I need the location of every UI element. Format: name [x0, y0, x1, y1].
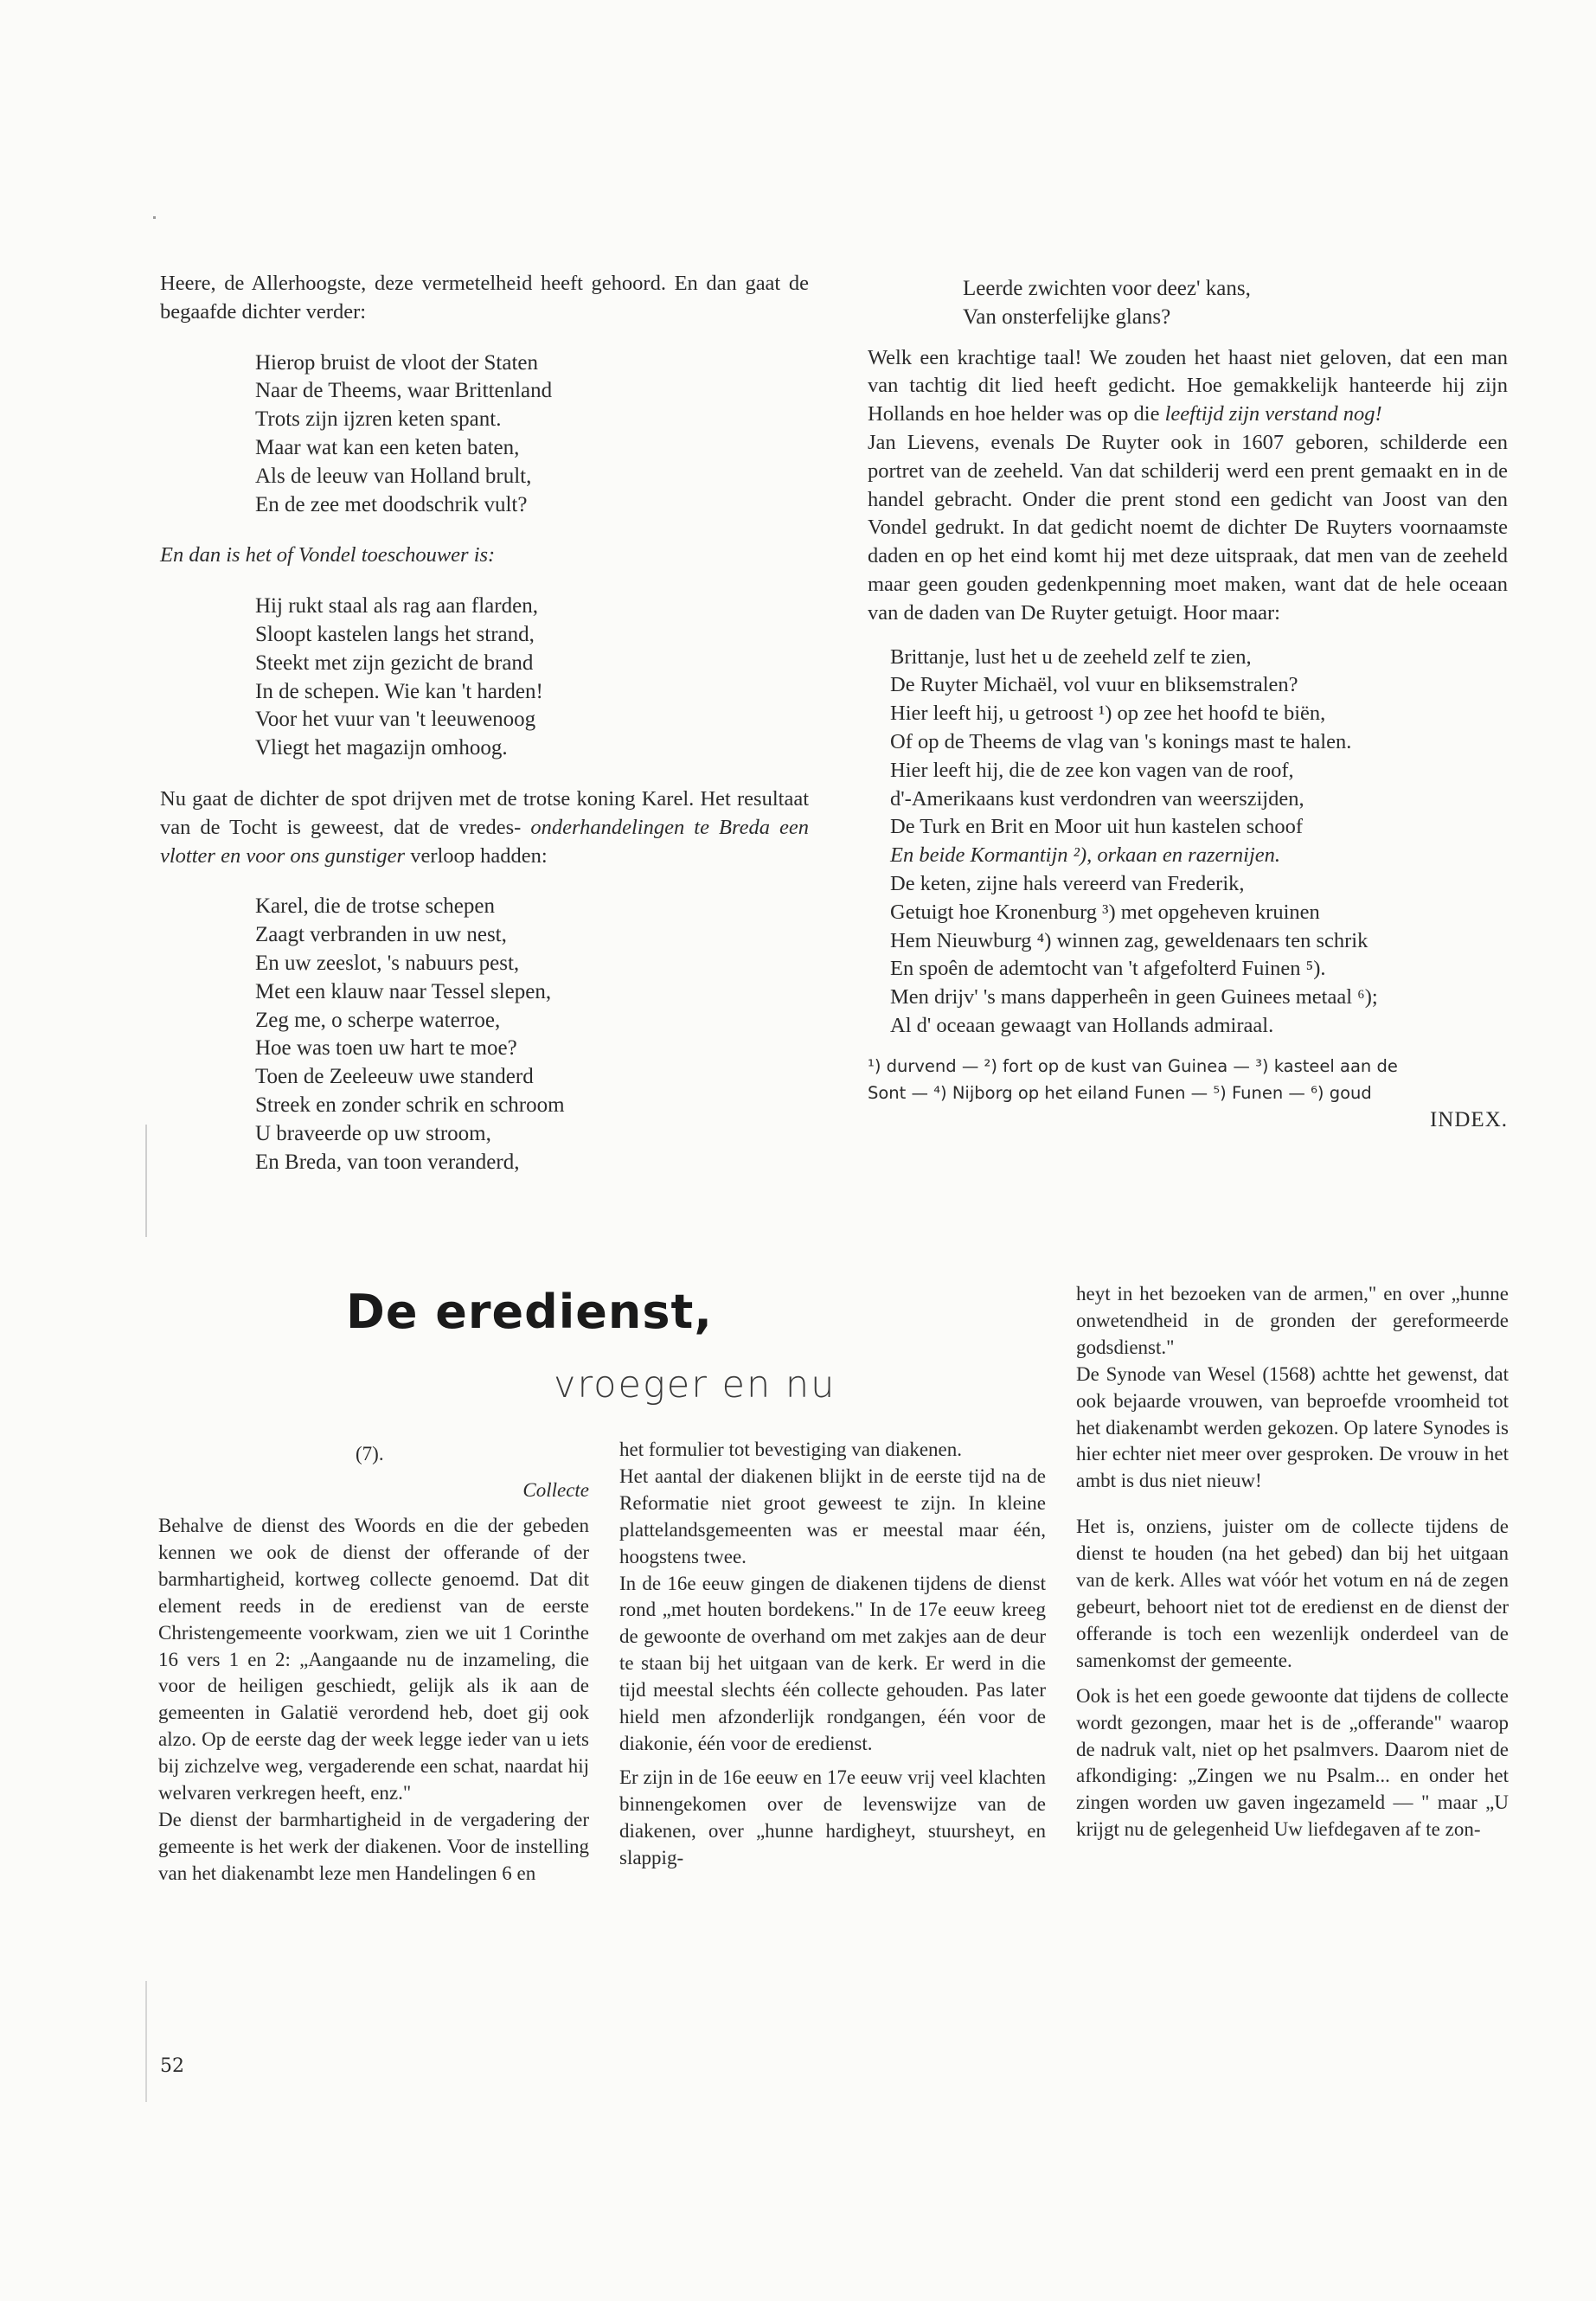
lievens-paragraph: Jan Lievens, evenals De Ruyter ook in 1607 geboren, schilderde een portret van de zeeheld. Van dat schilderij werd een prent gemaakt en in de handel gebracht. Onder die prent stond een gedicht van Joost van den Vondel gedrukt. In dat gedicht noemt de dichter De Ruyters voornaamste daden en op het eind komt hij met deze uitspraak, dat men van de zeeheld maar geen gouden gedenkpenning moet maken, want dat de hele oceaan van de daden van De Ruyter getuigt. Hoor maar: [868, 430, 1508, 625]
article-paragraph: De Synode van Wesel (1568) achtte het gewenst, dat ook bejaarde vrouwen, van beproefde vroomheid tot het diakenambt werden gekozen. Op latere Synodes is hier echter niet meer over gesproken. De vrouw in het ambt is dus niet nieuw! [1076, 1362, 1509, 1492]
poem-line: Hem Nieuwburg ⁴) winnen zag, geweldenaars ten schrik [890, 928, 1368, 952]
poem-line: Hierop bruist de vloot der Staten [255, 350, 539, 375]
article-title: De eredienst, [346, 1285, 713, 1339]
right-column [868, 275, 1508, 1132]
article-paragraph: Het is, onziens, juister om de collecte tijdens de dienst te houden (na het gebed) dan bij het uitgaan van de kerk. Alles wat vóór het votum en ná de zegen gebeurt, behoort niet tot de eredienst en de dienst der offerande is toch een wezenlijk onderdeel van de samenkomst der gemeente. [1076, 1516, 1509, 1671]
commentary-italic: leeftijd zijn verstand nog! [1164, 402, 1382, 426]
article-paragraph: Behalve de dienst des Woords en die der gebeden kennen we ook de dienst der offerande of der barmhartigheid, kortweg collecte genoemd. Dat dit element reeds in de eredienst van de eerste Christengemeente voorkwam, zien we uit 1 Corinthe 16 vers 1 en 2: „Aangaande nu de inzameling, die voor de heiligen geschiedt, gelijk als ik aan de gemeenten in Galatië verordend heb, doet gij ook alzo. Op de eerste dag der week legge ieder van u iets bij zichzelve weg, vergaderende een schat, naardat hij welvaren verkregen heeft, enz." [158, 1515, 589, 1804]
vondel-poem [890, 644, 1508, 1041]
poem-line: Van onsterfelijke glans? [963, 304, 1171, 329]
footnotes [868, 1053, 1508, 1106]
poem-stanza-3 [255, 893, 809, 1176]
poem-line: Sloopt kastelen langs het strand, [255, 622, 535, 646]
page-number: 52 [160, 2055, 184, 2077]
article-number: (7). [356, 1443, 384, 1465]
commentary-plain: Welk een krachtige taal! We zouden het haast niet geloven, dat een man van tachtig dit lied heeft gedicht. Hoe gemakkelijk hanteerde hij zijn Hollands en hoe helder was op die [868, 345, 1508, 426]
poem-line: Naar de Theems, waar Brittenland [255, 379, 553, 403]
poem-line: En uw zeeslot, 's nabuurs pest, [255, 951, 520, 975]
poem-line: Leerde zwichten voor deez' kans, [963, 277, 1251, 300]
poem-line: Karel, die de trotse schepen [255, 894, 495, 919]
poem-line: Met een klauw naar Tessel slepen, [255, 979, 552, 1003]
scan-edge [145, 1125, 147, 1237]
article-paragraph: heyt in het bezoeken van de armen," en over „hunne onwetendheid in de gronden der gereformeerde godsdienst." [1076, 1283, 1509, 1358]
article-paragraph: In de 16e eeuw gingen de diakenen tijdens de dienst rond „met houten bordekens." In de 17e eeuw kreeg de gewoonte de overhand om met zakjes aan de deur te staan bij het uitgaan van de kerk. Er werd in die tijd meestal slechts één collecte gehouden. Pas later hield men afzonderlijk rondgangen, één voor de diakonie, één voor de eredienst. [619, 1572, 1046, 1754]
poem-line: Hier leeft hij, die de zee kon vagen van de roof, [890, 758, 1294, 782]
article-column-3 [1076, 1281, 1509, 1843]
poem-line: Zaagt verbranden in uw nest, [255, 923, 507, 947]
poem-line: Of op de Theems de vlag van 's konings mast te halen. [890, 729, 1352, 753]
poem-line: Trots zijn ijzren keten spant. [255, 407, 502, 432]
left-column [160, 270, 809, 1176]
article-paragraph: De dienst der barmhartigheid in de vergadering der gemeente is het werk der diakenen. Voor de instelling van het diakenambt leze men Handelingen 6 en [158, 1808, 589, 1884]
article-paragraph: Er zijn in de 16e eeuw en 17e eeuw vrij veel klachten binnengekomen over de levenswijze van de diakenen, over „hunne hardigheyt, stuursheyt, en slappig- [619, 1766, 1046, 1868]
commentary-paragraph [868, 344, 1508, 429]
poem-line: Getuigt hoe Kronenburg ³) met opgeheven kruinen [890, 900, 1320, 924]
poem-line: Streek en zonder schrik en schroom [255, 1093, 565, 1117]
footnote-line: ¹) durvend — ²) fort op de kust van Guinea — ³) kasteel aan de [868, 1055, 1398, 1076]
poem-line: Als de leeuw van Holland brult, [255, 464, 532, 488]
article-subtitle: vroeger en nu [554, 1363, 836, 1407]
poem-stanza-2 [255, 593, 809, 763]
poem-line: Brittanje, lust het u de zeeheld zelf te zien, [890, 644, 1252, 669]
poem-line: U braveerde op uw stroom, [255, 1121, 491, 1145]
section-heading: Collecte [522, 1479, 589, 1501]
poem-line: En spoên de ademtocht van 't afgefolterd Fuinen ⁵). [890, 957, 1326, 981]
article-paragraph: Het aantal der diakenen blijkt in de eerste tijd na de Reformatie niet groot geweest te zijn. In kleine plattelandsgemeenten was er meestal maar één, hoogstens twee. [619, 1465, 1046, 1567]
poem-line: Al d' oceaan gewaagt van Hollands admiraal. [890, 1013, 1274, 1037]
poem-line: En beide Kormantijn ²), orkaan en razernijen. [890, 843, 1281, 868]
connector-text: En dan is het of Vondel toeschouwer is: [160, 543, 496, 567]
scan-edge [145, 1981, 147, 2102]
poem-line: Maar wat kan een keten baten, [255, 435, 520, 459]
poem-stanza-1 [255, 349, 809, 520]
poem-line: En de zee met doodschrik vult? [255, 492, 528, 516]
karel-paragraph [160, 785, 809, 870]
poem-line: Toen de Zeeleeuw uwe standerd [255, 1065, 534, 1089]
poem-continuation [963, 275, 1508, 332]
poem-line: Steekt met zijn gezicht de brand [255, 651, 534, 675]
poem-line: Vliegt het magazijn omhoog. [255, 736, 508, 760]
poem-line: De Turk en Brit en Moor uit hun kastelen schoof [890, 815, 1304, 839]
poem-line: Hij rukt staal als rag aan flarden, [255, 594, 538, 619]
article-paragraph: Ook is het een goede gewoonte dat tijdens de collecte wordt gezongen, maar het is de „offerande" waarop de nadruk valt, niet op het psalmvers. Daarom niet de afkondiging: „Zingen we nu Psalm... en onder het zingen worden uw gaven ingezameld — " maar „U krijgt nu de gelegenheid Uw liefdegaven af te zon- [1076, 1684, 1509, 1841]
article-paragraph: het formulier tot bevestiging van diakenen. [619, 1439, 962, 1460]
article-column-2 [619, 1437, 1046, 1872]
poem-line: In de schepen. Wie kan 't harden! [255, 679, 543, 703]
poem-line: Voor het vuur van 't leeuwenoog [255, 708, 536, 732]
karel-paragraph-italic: onderhandelingen te Breda een vlotter en voor ons gunstiger [160, 815, 809, 868]
footnote-line: Sont — ⁴) Nijborg op het eiland Funen — ⁵) Funen — ⁶) goud [868, 1082, 1372, 1103]
poem-line: Hier leeft hij, u getroost ¹) op zee het hoofd te biën, [890, 702, 1326, 726]
poem-line: Hoe was toen uw hart te moe? [255, 1036, 517, 1061]
scan-mark [153, 216, 156, 219]
article-column-1 [158, 1440, 589, 1888]
poem-line: Zeg me, o scherpe waterroe, [255, 1008, 501, 1032]
poem-line: d'-Amerikaans kust verdondren van weerszijden, [890, 786, 1304, 811]
signature: INDEX. [1429, 1107, 1508, 1131]
karel-paragraph-end: verloop hadden: [410, 843, 548, 868]
poem-line: Men drijv' 's mans dapperheên in geen Guinees metaal ⁶); [890, 985, 1378, 1009]
poem-line: De Ruyter Michaël, vol vuur en bliksemstralen? [890, 673, 1298, 697]
poem-line: De keten, zijne hals vereerd van Frederik, [890, 871, 1245, 895]
intro-paragraph: Heere, de Allerhoogste, deze vermetelheid heeft gehoord. En dan gaat de begaafde dichter verder: [160, 272, 809, 324]
karel-paragraph-plain: Nu gaat de dichter de spot drijven met de trotse koning Karel. Het resultaat van de Tocht is geweest, dat de vredes- [160, 786, 809, 839]
poem-line: En Breda, van toon veranderd, [255, 1150, 520, 1174]
